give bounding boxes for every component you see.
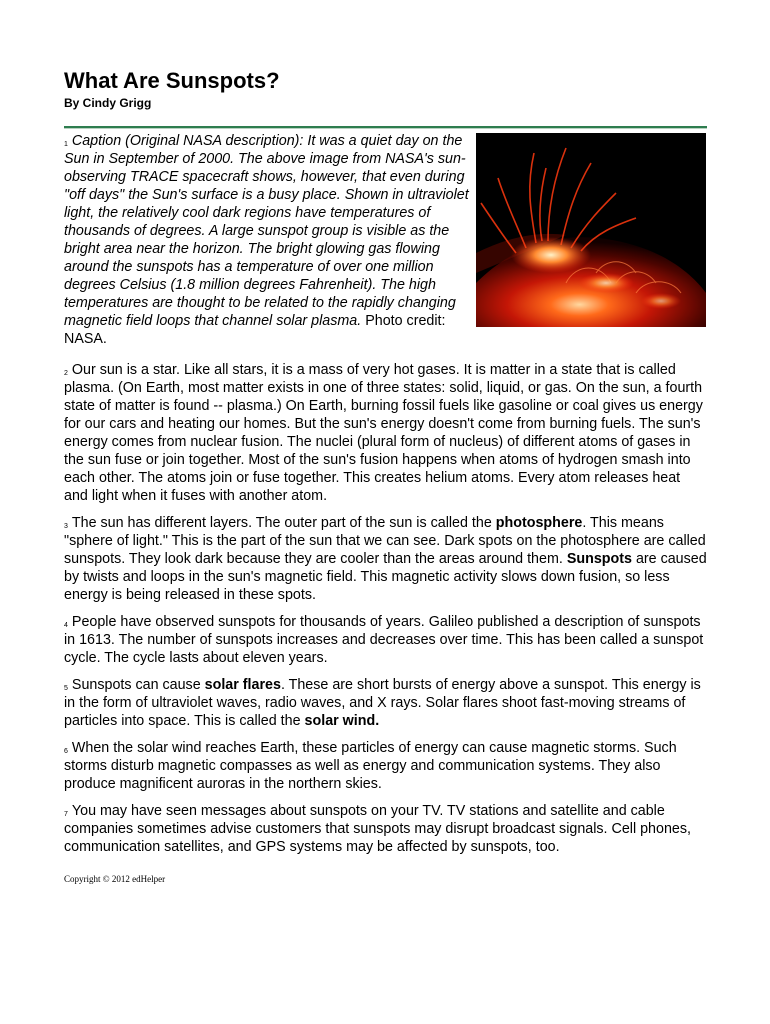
paragraph-6	[64, 739, 707, 793]
term-photosphere: photosphere	[495, 515, 583, 531]
paragraph-3	[64, 514, 707, 604]
paragraph-number: 1	[64, 141, 68, 148]
page-title: What Are Sunspots?	[64, 68, 280, 93]
header-divider-shadow	[64, 128, 707, 129]
caption-text: Caption (Original NASA description): It was a quiet day on the Sun in September of 2000. The above image from NASA's sun-observing TRACE spacecraft shows, however, that even during "off days" the Sun's surface is a busy place. Shown in ultraviolet light, the relatively cool dark regions have temperatures of thousands of degrees. A large sunspot group is visible as the bright area near the horizon. The bright glowing gas flowing around the sunspots has a temperature of over one million degrees Celsius (1.8 million degrees Fahrenheit). The high temperatures are thought to be related to the rapidly changing magnetic field loops that channel solar plasma.	[64, 133, 469, 329]
paragraph-4	[64, 613, 707, 667]
paragraph-7	[64, 802, 707, 856]
sun-ultraviolet-image	[476, 133, 706, 327]
paragraph-text: . This means "sphere of light." This is the part of the sun that we can see. Dark spots on the photosphere are called sunspots. They look dark because they are cooler than the areas around them.	[64, 515, 706, 567]
paragraph-text: . These are short bursts of energy above a sunspot. This energy is in the form of ultraviolet waves, radio waves, and X rays. Solar flares shoot fast-moving streams of particles into space. This is called the	[64, 677, 701, 729]
paragraph-text: are caused by twists and loops in the sun's magnetic field. This magnetic activity slows down fusion, so less energy is being released in these spots.	[64, 551, 707, 603]
paragraph-text: Sunspots can cause	[71, 677, 205, 693]
paragraph-number: 4	[64, 622, 68, 629]
sun-photo	[476, 133, 706, 327]
author-byline: By Cindy Grigg	[64, 96, 152, 110]
copyright-notice: Copyright © 2012 edHelper	[64, 874, 166, 884]
photo-credit: Photo credit: NASA.	[64, 313, 446, 347]
paragraph-number: 5	[64, 685, 68, 692]
paragraph-5	[64, 676, 707, 730]
paragraph-number: 7	[64, 811, 68, 818]
term-solar-wind: solar wind.	[304, 713, 380, 729]
paragraph-number: 6	[64, 748, 68, 755]
paragraph-text: When the solar wind reaches Earth, these particles of energy can cause magnetic storms. Such storms disturb magnetic compasses as well as energy and communication systems. They also produce magnificent auroras in the northern skies.	[64, 740, 677, 792]
image-caption	[64, 132, 469, 348]
paragraph-number: 2	[64, 370, 68, 377]
paragraph-text: People have observed sunspots for thousands of years. Galileo published a description of sunspots in 1613. The number of sunspots increases and decreases over time. This has been called a sunspot cycle. The cycle lasts about eleven years.	[64, 614, 704, 666]
worksheet-page	[64, 68, 707, 884]
paragraph-text: Our sun is a star. Like all stars, it is a mass of very hot gases. It is matter in a state that is called plasma. (On Earth, most matter exists in one of three states: solid, liquid, or gas. On the sun, a fourth state of matter is found -- plasma.) On Earth, burning fossil fuels like gasoline or coal gives us energy for our cars and heating our homes. But the sun's energy doesn't come from burning fuels. The sun's energy comes from nuclear fusion. The nuclei (plural form of nucleus) of different atoms of gases in the sun fuse or join together. Most of the sun's fusion happens when atoms of hydrogen smash into each other. The atoms join or fuse together. This creates helium atoms. Every atom releases heat and light when it fuses with another atom.	[64, 362, 703, 504]
term-solar-flares: solar flares	[204, 677, 281, 693]
paragraph-text: You may have seen messages about sunspots on your TV. TV stations and satellite and cable companies sometimes advise customers that sunspots may disrupt broadcast signals. Cell phones, communication satellites, and GPS systems may be affected by sunspots, too.	[64, 803, 691, 855]
caption-section	[64, 132, 707, 352]
paragraph-text: The sun has different layers. The outer part of the sun is called the	[71, 515, 496, 531]
term-sunspots: Sunspots	[566, 551, 632, 567]
paragraph-2	[64, 361, 707, 505]
paragraph-number: 3	[64, 523, 68, 530]
